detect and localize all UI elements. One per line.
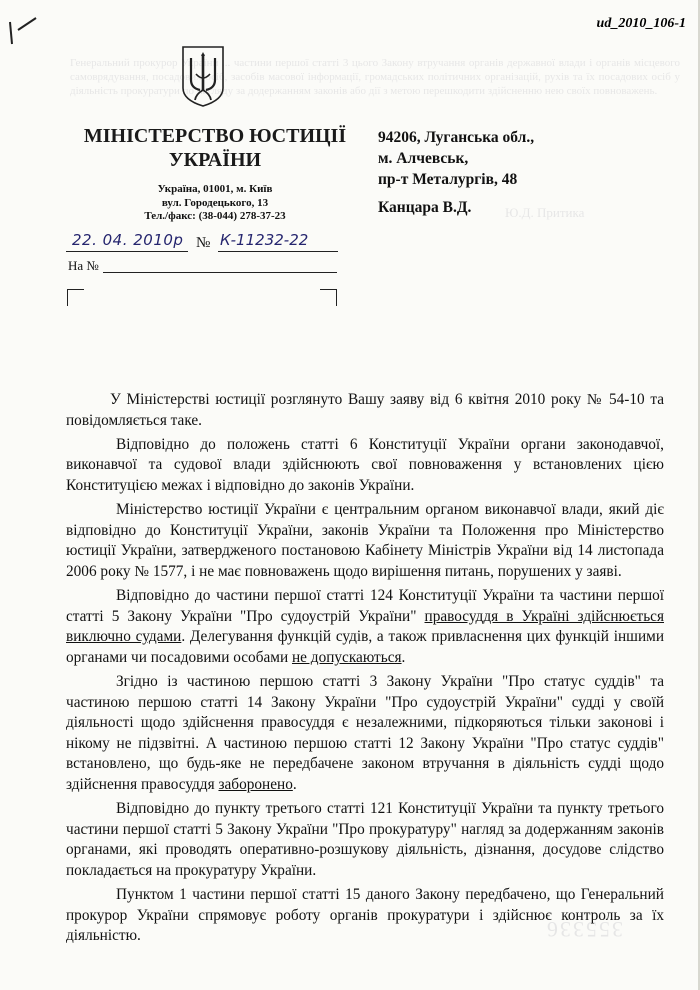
p4-underlined-1: правосуддя в Україні здійснюється виключно судами [66, 607, 664, 646]
reference-underline [103, 272, 337, 273]
outgoing-number-label: № [196, 235, 211, 251]
paragraph-1: У Міністерстві юстиції розглянуто Вашу заяву від 6 квітня 2010 року № 54-10 та повідомляється таке. [66, 391, 664, 429]
recipient-line3: пр-т Металургів, 48 [378, 171, 518, 188]
p4-underlined-2: не допускаються [291, 648, 402, 666]
p5-text-b: . [292, 776, 297, 794]
address-line3: Тел./факс: (38-044) 278-37-23 [144, 210, 286, 222]
document-id: ud_2010_106-1 [596, 16, 686, 31]
letter-body [66, 390, 664, 951]
pen-mark [6, 16, 40, 46]
reference-label: На № [68, 258, 99, 273]
bleed-through-number: 355336 [545, 917, 623, 942]
p5-underlined: заборонено [218, 776, 293, 794]
recipient-line2: м. Алчевськ, [378, 150, 469, 167]
ministry-title-line1: МІНІСТЕРСТВО ЮСТИЦІЇ [83, 125, 347, 147]
p4-text-b: . Делегування функцій судів, а також привласнення цих функцій іншими органами чи посадовими особами [66, 628, 665, 666]
address-bracket-left [67, 289, 84, 306]
address-line2: вул. Городецького, 13 [161, 196, 269, 209]
address-line1: Україна, 01001, м. Київ [157, 183, 273, 195]
paragraph-4 [66, 586, 664, 668]
ministry-address [110, 183, 320, 224]
paragraph-5 [66, 672, 664, 796]
paragraph-6: Відповідно до пункту третього статті 121 Конституції України та пункту третього частини першої статті 5 Закону України "Про прокуратуру" нагляд за додержанням законів органами, які проводять оперативно-розшукову діяльність, дізнання, досудове слідство покладається на прокуратуру України. [66, 800, 664, 880]
outgoing-number: К-11232-22 [220, 231, 309, 249]
paragraph-7: Пунктом 1 частини першої статті 15 даного Закону передбачено, що Генеральний прокурор України спрямовує роботу органів прокуратури і здійснює контроль за їх діяльністю. [66, 886, 664, 945]
outgoing-date: 22. 04. 2010р [72, 231, 184, 249]
date-underline [66, 251, 188, 252]
recipient-block [378, 127, 534, 218]
recipient-name: Канцара В.Д. [378, 199, 472, 216]
address-bracket-right [320, 289, 337, 306]
coat-of-arms-icon [180, 44, 226, 108]
p4-text-a: Відповідно до частини першої статті 124 Конституції України та частини першої статті 5 Закону України "Про судоустрій України" [66, 587, 664, 625]
recipient-line1: 94206, Луганська обл., [378, 129, 535, 146]
ministry-title-line2: УКРАЇНИ [168, 149, 262, 171]
p5-text-a: Згідно із частиною першою статті 3 Закону України "Про статус суддів" та частиною першою статті 14 Закону України "Про судоустрій України" судді у своїй діяльності щодо здійснення правосуддя є незалежними, підкоряються тільки законові і нікому не підзвітні. А частиною першою статті 12 Закону України "Про статус суддів" встановлено, що будь-яке не передбачене законом втручання в діяльність судді щодо здійснення правосуддя [66, 673, 664, 794]
paragraph-2: Відповідно до положень статті 6 Конституції України органи законодавчої, виконавчої та судової влади здійснюють свої повноваження у встановлених цією Конституцією межах і відповідно до законів України. [66, 435, 664, 494]
paragraph-3: Міністерство юстиції України є центральним органом виконавчої влади, який діє відповідно до Конституції України, законів України та Положення про Міністерство юстиції України, затвердженого постановою Кабінету Міністрів України від 14 листопада 2006 року № 1577, і не має повноважень щодо вирішення питань, порушених у заяві. [66, 501, 664, 580]
p4-text-c: . [401, 648, 406, 666]
number-underline [218, 251, 338, 252]
ministry-title [70, 124, 360, 172]
bleed-through-signature: Ю.Д. Притика [505, 205, 585, 220]
bleed-through-paragraph: Генеральний прокурор України ... частини першої статті 3 цього Закону втручання органів державної влади і органів місцевого самоврядування, посадових осіб, засобів масової інформації, громадських політичних організацій, рухів та їх посадових осіб у діяльність прокуратури по нагляду за додержанням законів або дії з метою перешкодити здійсненню нею своїх повноважень. [70, 57, 680, 97]
